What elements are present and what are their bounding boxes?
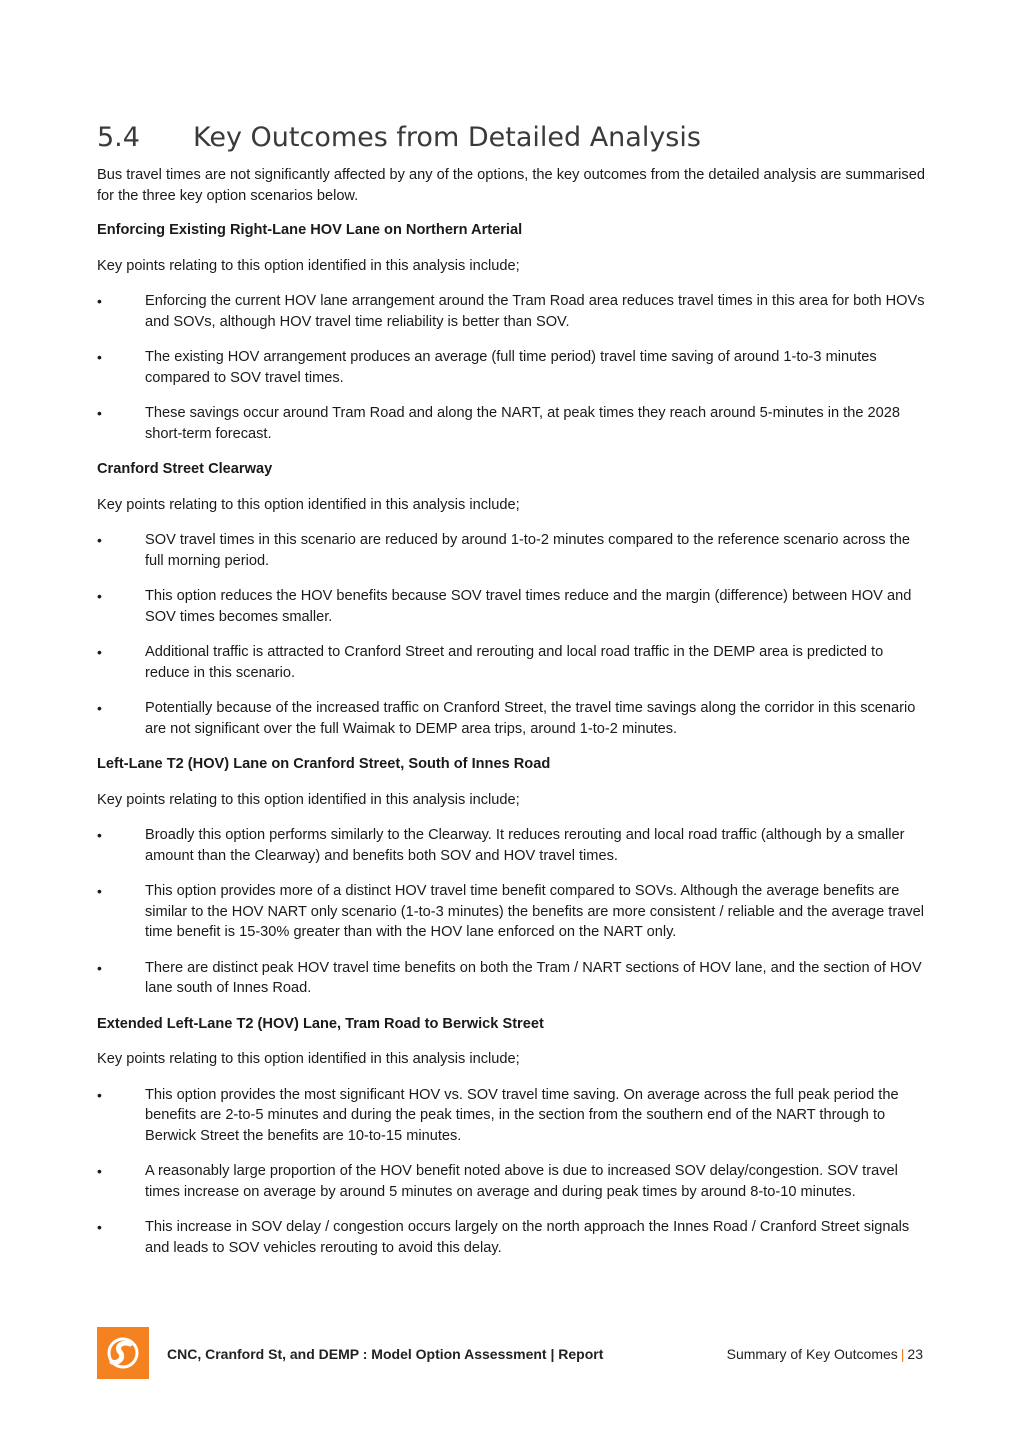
section-heading [97, 118, 701, 158]
document-title: CNC, Cranford St, and DEMP : Model Option Assessment | Report [167, 1346, 604, 1362]
list-item: • SOV travel times in this scenario are reduced by around 1-to-2 minutes compared to the reference scenario across the full morning period. [97, 532, 910, 569]
section-number: 5.4 [97, 122, 140, 153]
bullet-icon: • [97, 644, 102, 660]
list-item: • Broadly this option performs similarly to the Clearway. It reduces rerouting and local road traffic (although by a smaller amount than the Clearway) and benefits both SOV and HOV travel times. [97, 827, 905, 864]
bullet-icon: • [97, 827, 102, 843]
list-item: • This option provides more of a distinct HOV travel time benefit compared to SOVs. Although the average benefits are similar to the HOV NART only scenario (1-to-3 minutes) the benefits are more consistent / reliable and the average travel time benefit is 15-30% greater than with the HOV lane enforced on the NART only. [97, 883, 924, 940]
section-title: Key Outcomes from Detailed Analysis [193, 122, 701, 153]
bullet-icon: • [97, 349, 102, 365]
option-heading: Left-Lane T2 (HOV) Lane on Cranford Street, South of Innes Road [97, 756, 551, 772]
page-footer [97, 1327, 923, 1381]
list-item: • These savings occur around Tram Road and along the NART, at peak times they reach around 5-minutes in the 2028 short-term forecast. [97, 405, 900, 442]
option-heading: Enforcing Existing Right-Lane HOV Lane on Northern Arterial [97, 222, 523, 238]
bullet-icon: • [97, 293, 102, 309]
bullet-icon: • [97, 532, 102, 548]
option-lead: Key points relating to this option identified in this analysis include; [97, 496, 520, 513]
list-item: • This option reduces the HOV benefits because SOV travel times reduce and the margin (difference) between HOV and SOV times becomes smaller. [97, 588, 912, 625]
section-body [97, 165, 925, 1273]
list-item: • The existing HOV arrangement produces an average (full time period) travel time saving of around 1-to-3 minutes compared to SOV travel times. [97, 349, 877, 386]
list-item: • There are distinct peak HOV travel time benefits on both the Tram / NART sections of HOV lane, and the section of HOV lane south of Innes Road. [97, 959, 922, 996]
bullet-list [97, 825, 925, 999]
bullet-icon: • [97, 959, 102, 976]
option-heading: Extended Left-Lane T2 (HOV) Lane, Tram Road to Berwick Street [97, 1015, 544, 1032]
footer-page-info [727, 1346, 923, 1362]
option-lead: Key points relating to this option identified in this analysis include; [97, 1051, 520, 1067]
bullet-icon: • [97, 588, 102, 604]
bullet-icon: • [97, 883, 102, 899]
option-lead: Key points relating to this option identified in this analysis include; [97, 791, 520, 808]
bullet-list [97, 291, 925, 444]
list-item: • This option provides the most significant HOV vs. SOV travel time saving. On average across the full peak period the benefits are 2-to-5 minutes and during the peak times, in the section from the southern end of the NART through to Berwick Street the benefits are 10-to-15 minutes. [97, 1086, 899, 1144]
list-item: • This increase in SOV delay / congestion occurs largely on the north approach the Innes Road / Cranford Street signals and leads to SOV vehicles rerouting to avoid this delay. [97, 1219, 910, 1256]
bullet-icon: • [97, 1219, 102, 1235]
bullet-icon: • [97, 1086, 102, 1103]
bullet-icon: • [97, 405, 102, 421]
option-heading: Cranford Street Clearway [97, 461, 273, 477]
intro-paragraph: Bus travel times are not significantly affected by any of the options, the key outcomes from the detailed analysis are summarised for the three key option scenarios below. [97, 167, 925, 204]
option-lead: Key points relating to this option identified in this analysis include; [97, 257, 520, 274]
footer-section-label: Summary of Key Outcomes [726, 1346, 898, 1362]
bullet-icon: • [97, 1163, 102, 1179]
page-number: 23 [907, 1346, 923, 1362]
footer-separator: | [900, 1346, 905, 1362]
bullet-icon: • [97, 700, 102, 716]
list-item: • A reasonably large proportion of the HOV benefit noted above is due to increased SOV delay/congestion. SOV travel times increase on average by around 5 minutes on average and during peak times by around 8-to-10 minutes. [97, 1163, 898, 1200]
bullet-list [97, 1085, 925, 1259]
list-item: • Potentially because of the increased traffic on Cranford Street, the travel time savings along the corridor in this scenario are not significant over the full Waimak to DEMP area trips, around 1-to-2 minutes. [97, 700, 916, 737]
company-logo-icon [97, 1327, 149, 1379]
bullet-list [97, 530, 925, 739]
list-item: • Enforcing the current HOV lane arrangement around the Tram Road area reduces travel times in this area for both HOVs and SOVs, although HOV travel time reliability is better than SOV. [97, 293, 925, 330]
list-item: • Additional traffic is attracted to Cranford Street and rerouting and local road traffic in the DEMP area is predicted to reduce in this scenario. [97, 644, 884, 681]
